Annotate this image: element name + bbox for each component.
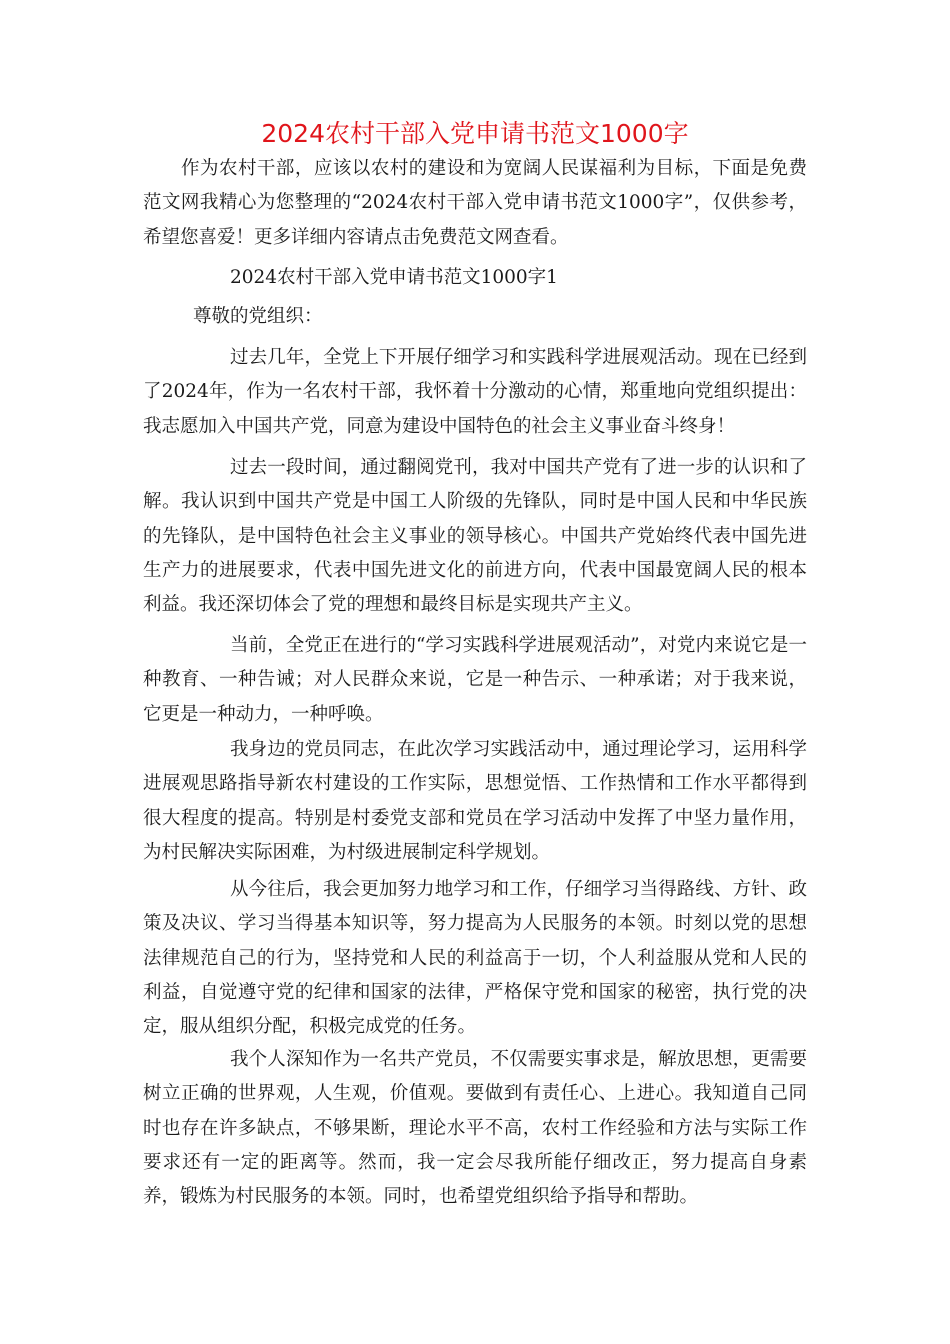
body-paragraph: 我身边的党员同志，在此次学习实践活动中，通过理论学习，运用科学进展观思路指导新农村建设的工作实际，思想觉悟、工作热情和工作水平都得到很大程度的提高。特别是村委党支部和党员在学习活动中发挥了中坚力量作用，为村民解决实际困难，为村级进展制定科学规划。 [143, 739, 807, 863]
letter-subtitle: 2024农村干部入党申请书范文1000字1 [230, 267, 558, 288]
salutation: 尊敬的党组织： [193, 306, 323, 327]
body-paragraph: 过去几年，全党上下开展仔细学习和实践科学进展观活动。现在已经到了2024年，作为一名农村干部，我怀着十分激动的心情，郑重地向党组织提出：我志愿加入中国共产党，同意为建设中国特色的社会主义事业奋斗终身！ [143, 347, 807, 437]
body-paragraph: 从今往后，我会更加努力地学习和工作，仔细学习当得路线、方针、政策及决议、学习当得基本知识等，努力提高为人民服务的本领。时刻以党的思想法律规范自己的行为，坚持党和人民的利益高于一切，个人利益服从党和人民的利益，自觉遵守党的纪律和国家的法律，严格保守党和国家的秘密，执行党的决定，服从组织分配，积极完成党的任务。 [143, 879, 807, 1038]
body-paragraph: 当前，全党正在进行的“学习实践科学进展观活动”，对党内来说它是一种教育、一种告诫；对人民群众来说，它是一种告示、一种承诺；对于我来说，它更是一种动力，一种呼唤。 [143, 635, 807, 725]
body-paragraph: 我个人深知作为一名共产党员，不仅需要实事求是，解放思想，更需要树立正确的世界观，人生观，价值观。要做到有责任心、上进心。我知道自己同时也存在许多缺点，不够果断，理论水平不高，农村工作经验和方法与实际工作要求还有一定的距离等。然而，我一定会尽我所能仔细改正，努力提高自身素养，锻炼为村民服务的本领。同时，也希望党组织给予指导和帮助。 [143, 1049, 807, 1208]
intro-paragraph: 作为农村干部，应该以农村的建设和为宽阔人民谋福利为目标，下面是免费范文网我精心为您整理的“2024农村干部入党申请书范文1000字”，仅供参考，希望您喜爱！更多详细内容请点击免费范文网查看。 [143, 158, 807, 248]
body-paragraph: 过去一段时间，通过翻阅党刊，我对中国共产党有了进一步的认识和了解。我认识到中国共产党是中国工人阶级的先锋队，同时是中国人民和中华民族的先锋队，是中国特色社会主义事业的领导核心。中国共产党始终代表中国先进生产力的进展要求，代表中国先进文化的前进方向，代表中国最宽阔人民的根本利益。我还深切体会了党的理想和最终目标是实现共产主义。 [143, 457, 807, 616]
document-title: 2024农村干部入党申请书范文1000字 [261, 119, 689, 148]
